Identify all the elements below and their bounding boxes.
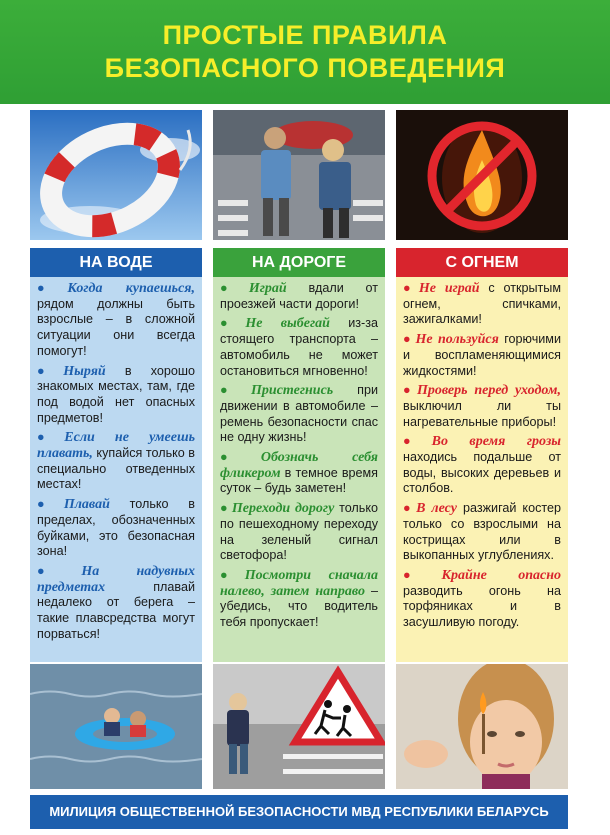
rules-list <box>213 277 385 662</box>
bullet-icon: ● <box>37 497 61 512</box>
child-with-match-photo <box>396 664 568 789</box>
rule-item: ● В лесу разжигай костер только со взрослыми на кострищах или в выкопанных углублениях. <box>403 501 562 563</box>
column-header: НА ВОДЕ <box>30 248 202 277</box>
no-fire-photo <box>396 110 568 240</box>
children-crossing-photo <box>213 110 385 240</box>
bullet-icon: ● <box>220 383 249 398</box>
rule-item: ● Играй вдали от проезжей части дороги! <box>220 281 379 311</box>
column-header: С ОГНЕМ <box>396 248 568 277</box>
bullet-icon: ● <box>220 450 258 465</box>
bullet-icon: ● <box>403 501 414 516</box>
rule-item: ● Во время грозы находись подальше от воды, высоких деревьев и столбов. <box>403 434 562 496</box>
bullet-icon: ● <box>220 316 243 331</box>
rule-item: ● Крайне опасно разводить огонь на торфяниках и в засушливую погоду. <box>403 567 561 630</box>
title-line-2: БЕЗОПАСНОГО ПОВЕДЕНИЯ <box>104 53 506 83</box>
no-fire-icon <box>396 110 568 240</box>
rules-list <box>30 277 202 662</box>
child-road-sign-photo <box>213 664 385 789</box>
lifebuoy-icon <box>30 110 202 240</box>
rule-item: ● Ныряй в хорошо знакомых местах, там, где под водой нет опасных предметов! <box>37 363 195 425</box>
bullet-icon: ● <box>403 281 416 295</box>
bullet-icon: ● <box>220 567 242 582</box>
bullet-icon: ● <box>403 567 439 582</box>
bullet-icon: ● <box>220 281 246 295</box>
rule-item: ● Плавай только в пределах, обозначенных буйками, это безопасная зона! <box>37 497 195 559</box>
title-line-1: ПРОСТЫЕ ПРАВИЛА <box>162 20 448 50</box>
rule-item: ● Обозначь себя фликером в темное время суток – будь заметен! <box>220 450 379 496</box>
rule-item: ● Когда купаешься, рядом должны быть взрослые – в сложной ситуации они всегда помогут! <box>37 281 196 358</box>
bullet-icon: ● <box>37 430 62 445</box>
rule-item: ● Если не умеешь плавать, купайся только в специально отведенных местах! <box>37 430 196 492</box>
bullet-icon: ● <box>403 383 414 398</box>
rule-item: ● Посмотри сначала налево, затем направо – убедись, что водитель тебя пропускает! <box>220 567 378 630</box>
column-header: НА ДОРОГЕ <box>213 248 385 277</box>
bullet-icon: ● <box>403 332 413 347</box>
rule-item: ● Проверь перед уходом, выключил ли ты нагревательные приборы! <box>403 383 561 429</box>
swimming-children-photo <box>30 664 202 789</box>
lifebuoy-photo <box>30 110 202 240</box>
rule-item: ● На надувных предметах плавай недалеко от берега – такие плавсредства могут порваться! <box>37 563 195 641</box>
children-crossing-sign-icon <box>213 664 385 789</box>
rule-item: ● Переходи дорогу только по пешеходному переходу на зеленый сигнал светофора! <box>220 501 378 563</box>
rules-list <box>396 277 568 662</box>
bullet-icon: ● <box>220 501 229 516</box>
bullet-icon: ● <box>37 563 79 578</box>
bullet-icon: ● <box>37 281 65 295</box>
rule-item: ● Пристегнись при движении в автомобиле – ремень безопасности спас не одну жизнь! <box>220 383 378 445</box>
child-match-icon <box>396 664 568 789</box>
bullet-icon: ● <box>37 363 61 378</box>
children-crossing-icon <box>213 110 385 240</box>
bullet-icon: ● <box>403 434 429 449</box>
footer-banner: МИЛИЦИЯ ОБЩЕСТВЕННОЙ БЕЗОПАСНОСТИ МВД РЕСПУБЛИКИ БЕЛАРУСЬ <box>30 795 568 829</box>
rule-item: ● Не пользуйся горючими и воспламеняющимися жидкостями! <box>403 332 562 378</box>
rule-item: ● Не выбегай из-за стоящего транспорта – автомобиль не может остановиться мгновенно! <box>220 316 379 378</box>
swimming-kids-icon <box>30 664 202 789</box>
title-banner <box>0 0 610 104</box>
rule-item: ● Не играй с открытым огнем, спичками, зажигалками! <box>403 281 562 327</box>
